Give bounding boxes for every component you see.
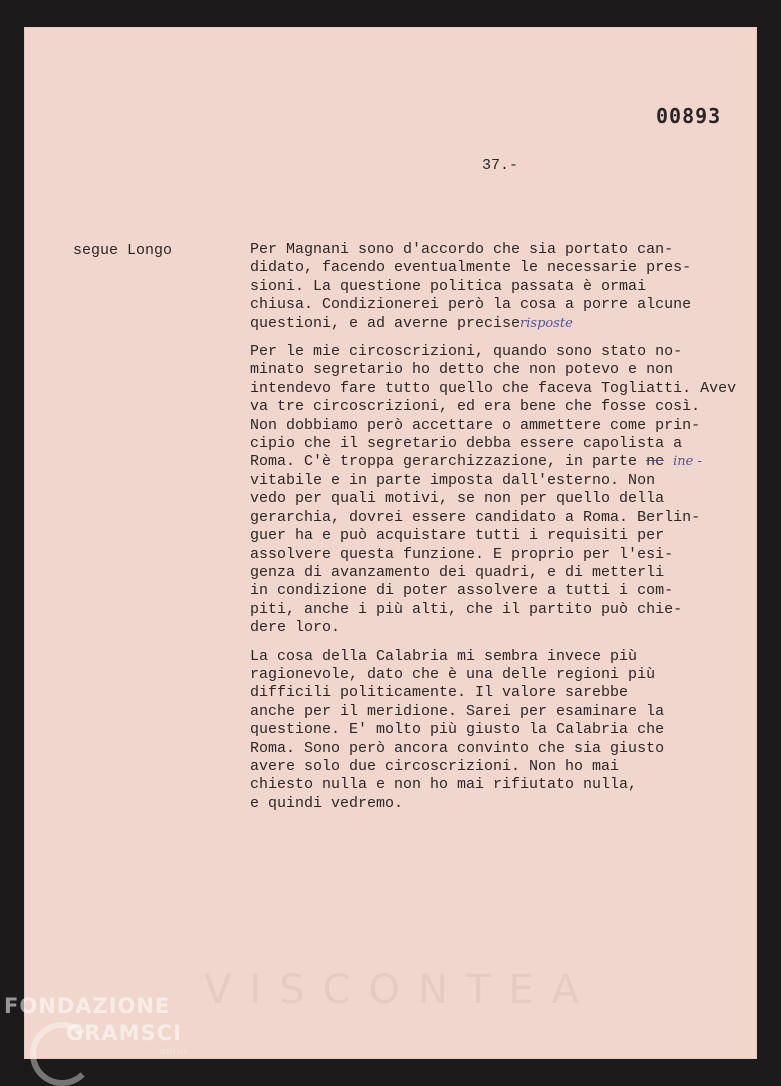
text-line: vedo per quali motivi, se non per quello della: [250, 490, 665, 508]
text-line: [250, 315, 720, 333]
text-line: sioni. La questione politica passata è ormai: [250, 277, 647, 295]
logo-line-2: GRAMSCI: [66, 1021, 182, 1045]
struck-text: ne: [646, 453, 665, 471]
text-line: [250, 453, 720, 471]
paragraph-3: [250, 648, 720, 814]
paragraph-2: [250, 343, 737, 638]
paper-watermark: VISCONTEA: [204, 967, 597, 1013]
logo-line-1: FONDAZIONE: [4, 994, 171, 1018]
text-line: avere solo due circoscrizioni. Non ho mai: [250, 757, 620, 775]
text-line: chiusa. Condizionerei però la cosa a porre alcune: [250, 296, 692, 314]
text-segment: Roma. C'è troppa gerarchizzazione, in parte: [250, 453, 647, 471]
text-line: Non dobbiamo però accettare o ammettere come prin-: [250, 416, 701, 434]
text-line: didato, facendo eventualmente le necessarie pres-: [250, 259, 692, 277]
page-number: 37.-: [482, 157, 519, 174]
text-line: anche per il meridione. Sarei per esaminare la: [250, 702, 665, 720]
archive-logo: [4, 993, 189, 1057]
text-line: vitabile e in parte imposta dall'esterno. Non: [250, 471, 656, 489]
paragraph-1: [250, 241, 720, 333]
text-line: minato segretario ho detto che non potevo e non: [250, 361, 674, 379]
document-number: 00893: [656, 104, 722, 128]
logo-line-3: onlus: [160, 1047, 190, 1057]
text-line: intendevo fare tutto quello che faceva Togliatti. Avev: [250, 379, 737, 397]
text-line: genza di avanzamento dei quadri, e di metterli: [250, 563, 665, 581]
text-line: Per le mie circoscrizioni, quando sono stato no-: [250, 343, 683, 361]
text-line: piti, anche i più alti, che il partito può chie-: [250, 600, 683, 618]
text-segment: questioni, e ad averne precise: [250, 314, 521, 332]
text-line: guer ha e può acquistare tutti i requisiti per: [250, 527, 665, 545]
handwritten-correction: ine -: [673, 454, 702, 470]
text-line: Roma. Sono però ancora convinto che sia giusto: [250, 739, 665, 757]
text-line: chiesto nulla e non ho mai rifiutato nulla,: [250, 776, 638, 794]
text-line: ragionevole, dato che è una delle regioni più: [250, 665, 656, 683]
text-line: gerarchia, dovrei essere candidato a Roma. Berlin-: [250, 508, 701, 526]
speaker-label: segue Longo: [73, 242, 173, 259]
text-line: Per Magnani sono d'accordo che sia portato can-: [250, 241, 674, 258]
text-line: dere loro.: [250, 619, 341, 637]
text-line: cipio che il segretario debba essere capolista a: [250, 435, 683, 453]
text-line: La cosa della Calabria mi sembra invece più: [250, 647, 638, 665]
text-line: assolvere questa funzione. E proprio per l'esi-: [250, 545, 674, 563]
document-body: [250, 241, 737, 823]
text-line: difficili politicamente. Il valore sarebbe: [250, 684, 629, 702]
text-line: e quindi vedremo.: [250, 794, 404, 812]
text-line: questione. E' molto più giusto la Calabria che: [250, 721, 665, 739]
text-line: va tre circoscrizioni, ed era bene che fosse così.: [250, 398, 701, 416]
handwritten-note: risposte: [520, 315, 573, 331]
text-line: in condizione di poter assolvere a tutti i com-: [250, 582, 674, 600]
